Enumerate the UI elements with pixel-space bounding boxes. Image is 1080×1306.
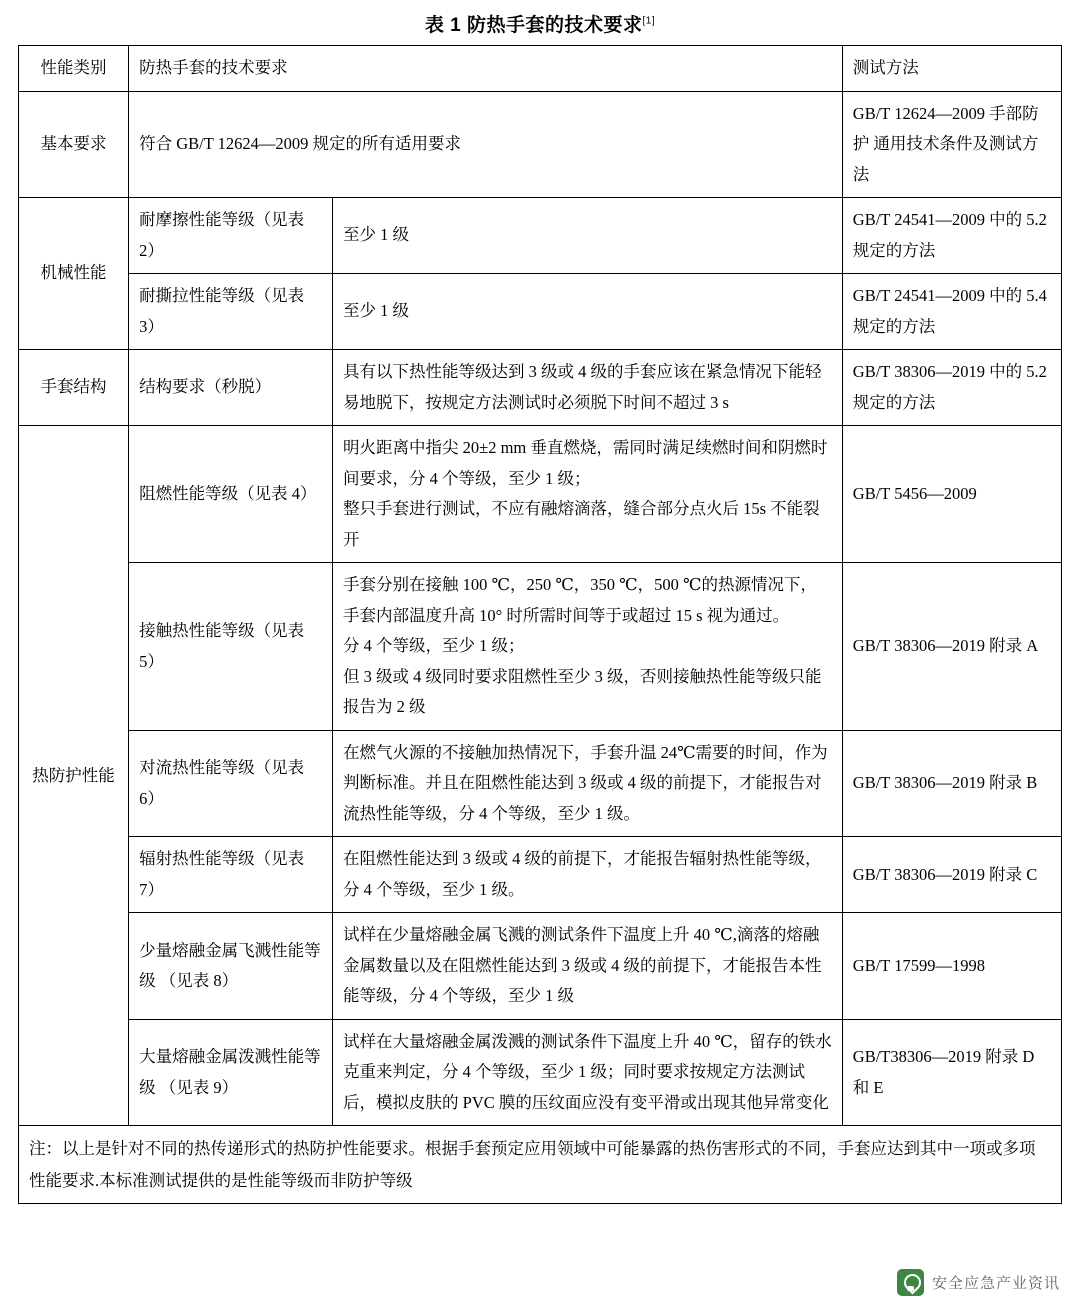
cell-requirement-tear: 至少 1 级 [333, 274, 843, 350]
cell-item-tear: 耐撕拉性能等级（见表 3） [129, 274, 333, 350]
cell-method-basic: GB/T 12624—2009 手部防护 通用技术条件及测试方法 [842, 91, 1061, 198]
cell-category-basic: 基本要求 [19, 91, 129, 198]
table-row [19, 837, 1062, 913]
cell-category-structure: 手套结构 [19, 350, 129, 426]
table-row [19, 91, 1062, 198]
page-title [18, 10, 1062, 37]
requirements-table [18, 45, 1062, 1204]
watermark [897, 1269, 1060, 1296]
shield-leaf-icon [897, 1269, 924, 1296]
header-category: 性能类别 [19, 46, 129, 92]
cell-requirement-convective-heat: 在燃气火源的不接触加热情况下，手套升温 24℃需要的时间，作为判断标准。并且在阻燃性能达到 3 级或 4 级的前提下，才能报告对流热性能等级，分 4 个等级，至少 1 级。 [333, 730, 843, 837]
cell-requirement-large-splash: 试样在大量熔融金属泼溅的测试条件下温度上升 40 ℃，留存的铁水克重来判定，分 4 个等级，至少 1 级；同时要求按规定方法测试后，模拟皮肤的 PVC 膜的压纹面应没有变平滑或出现其他异常变化 [333, 1019, 843, 1126]
title-footnote-marker: [1] [642, 15, 656, 27]
cell-item-small-splash: 少量熔融金属飞溅性能等级 （见表 8） [129, 913, 333, 1020]
cell-method-radiant-heat: GB/T 38306—2019 附录 C [842, 837, 1061, 913]
cell-item-large-splash: 大量熔融金属泼溅性能等级 （见表 9） [129, 1019, 333, 1126]
requirement-line: 整只手套进行测试，不应有融熔滴落，缝合部分点火后 15s 不能裂开 [343, 499, 820, 549]
requirement-line: 手套分别在接触 100 ℃，250 ℃，350 ℃，500 ℃的热源情况下，手套内部温度升高 10° 时所需时间等于或超过 15 s 视为通过。 [343, 575, 817, 625]
table-row [19, 274, 1062, 350]
cell-method-contact-heat: GB/T 38306—2019 附录 A [842, 563, 1061, 731]
table-note-row [19, 1126, 1062, 1204]
table-row [19, 198, 1062, 274]
cell-requirement-radiant-heat: 在阻燃性能达到 3 级或 4 级的前提下，才能报告辐射热性能等级，分 4 个等级，至少 1 级。 [333, 837, 843, 913]
cell-item-contact-heat: 接触热性能等级（见表 5） [129, 563, 333, 731]
cell-method-flame: GB/T 5456—2009 [842, 426, 1061, 563]
cell-method-convective-heat: GB/T 38306—2019 附录 B [842, 730, 1061, 837]
cell-requirement-basic: 符合 GB/T 12624—2009 规定的所有适用要求 [129, 91, 843, 198]
table-row [19, 730, 1062, 837]
header-method: 测试方法 [842, 46, 1061, 92]
page-title-text: 表 1 防热手套的技术要求 [424, 15, 643, 36]
cell-item-flame: 阻燃性能等级（见表 4） [129, 426, 333, 563]
cell-requirement-contact-heat [333, 563, 843, 731]
cell-category-mechanical: 机械性能 [19, 198, 129, 350]
requirement-line: 分 4 个等级，至少 1 级； [343, 636, 525, 656]
requirement-line: 但 3 级或 4 级同时要求阻燃性至少 3 级，否则接触热性能等级只能报告为 2 级 [343, 666, 822, 717]
cell-item-structure: 结构要求（秒脱） [129, 350, 333, 426]
table-note [19, 1126, 1062, 1204]
cell-method-tear: GB/T 24541—2009 中的 5.4 规定的方法 [842, 274, 1061, 350]
watermark-label: 安全应急产业资讯 [931, 1275, 1060, 1292]
cell-requirement-small-splash: 试样在少量熔融金属飞溅的测试条件下温度上升 40 ℃,滴落的熔融金属数量以及在阻燃性能达到 3 级或 4 级的前提下，才能报告本性能等级，分 4 个等级，至少 1 级 [333, 913, 843, 1020]
cell-item-abrasion: 耐摩擦性能等级（见表 2） [129, 198, 333, 274]
cell-item-convective-heat: 对流热性能等级（见表 6） [129, 730, 333, 837]
table-note-text: 注：以上是针对不同的热传递形式的热防护性能要求。根据手套预定应用领域中可能暴露的热伤害形式的不同，手套应达到其中一项或多项性能要求.本标准测试提供的是性能等级而非防护等级 [29, 1139, 1036, 1190]
table-row [19, 1019, 1062, 1126]
table-row [19, 913, 1062, 1020]
cell-category-thermal: 热防护性能 [19, 426, 129, 1126]
table-row [19, 426, 1062, 563]
table-header-row [19, 46, 1062, 92]
cell-method-abrasion: GB/T 24541—2009 中的 5.2 规定的方法 [842, 198, 1061, 274]
table-row [19, 350, 1062, 426]
cell-item-radiant-heat: 辐射热性能等级（见表 7） [129, 837, 333, 913]
requirement-line: 明火距离中指尖 20±2 mm 垂直燃烧，需同时满足续燃时间和阴燃时间要求，分 4 个等级，至少 1 级； [343, 438, 828, 488]
cell-method-large-splash: GB/T38306—2019 附录 D 和 E [842, 1019, 1061, 1126]
cell-requirement-structure: 具有以下热性能等级达到 3 级或 4 级的手套应该在紧急情况下能轻易地脱下，按规定方法测试时必须脱下时间不超过 3 s [333, 350, 843, 426]
cell-requirement-flame [333, 426, 843, 563]
cell-method-small-splash: GB/T 17599—1998 [842, 913, 1061, 1020]
cell-requirement-abrasion: 至少 1 级 [333, 198, 843, 274]
header-requirement: 防热手套的技术要求 [129, 46, 843, 92]
cell-method-structure: GB/T 38306—2019 中的 5.2 规定的方法 [842, 350, 1061, 426]
table-row [19, 563, 1062, 731]
